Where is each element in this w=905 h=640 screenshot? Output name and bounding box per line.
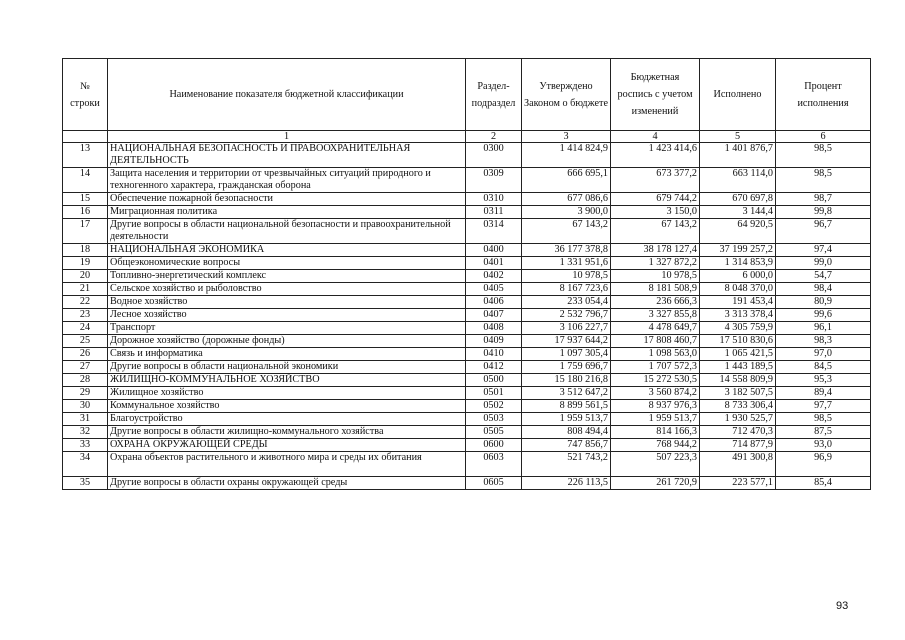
row-number-cell: 32 xyxy=(63,426,108,439)
percent-cell: 84,5 xyxy=(776,361,871,374)
revised-amount-cell: 768 944,2 xyxy=(611,439,700,452)
indicator-name-cell: Связь и информатика xyxy=(108,348,466,361)
header-indicator-name: Наименование показателя бюджетной классификации xyxy=(108,59,466,131)
section-code-cell: 0600 xyxy=(466,439,522,452)
column-number: 6 xyxy=(776,131,871,143)
section-code-cell: 0408 xyxy=(466,322,522,335)
table-row xyxy=(63,322,871,335)
approved-amount-cell: 3 106 227,7 xyxy=(522,322,611,335)
indicator-name-cell: ОХРАНА ОКРУЖАЮЩЕЙ СРЕДЫ xyxy=(108,439,466,452)
approved-amount-cell: 226 113,5 xyxy=(522,477,611,490)
indicator-name-cell: Другие вопросы в области национальной экономики xyxy=(108,361,466,374)
indicator-name-cell: Другие вопросы в области национальной безопасности и правоохранительной деятельности xyxy=(108,219,466,244)
percent-cell: 96,7 xyxy=(776,219,871,244)
budget-execution-table xyxy=(62,58,871,490)
percent-cell: 98,5 xyxy=(776,413,871,426)
header-row xyxy=(63,59,871,131)
table-row xyxy=(63,374,871,387)
section-code-cell: 0309 xyxy=(466,168,522,193)
approved-amount-cell: 3 512 647,2 xyxy=(522,387,611,400)
column-number-row xyxy=(63,131,871,143)
executed-amount-cell: 191 453,4 xyxy=(700,296,776,309)
table-row xyxy=(63,309,871,322)
percent-cell: 98,4 xyxy=(776,283,871,296)
row-number-cell: 25 xyxy=(63,335,108,348)
percent-cell: 99,0 xyxy=(776,257,871,270)
section-code-cell: 0314 xyxy=(466,219,522,244)
approved-amount-cell: 1 414 824,9 xyxy=(522,143,611,168)
executed-amount-cell: 670 697,8 xyxy=(700,193,776,206)
section-code-cell: 0505 xyxy=(466,426,522,439)
column-number: 4 xyxy=(611,131,700,143)
indicator-name-cell: Благоустройство xyxy=(108,413,466,426)
section-code-cell: 0410 xyxy=(466,348,522,361)
percent-cell: 89,4 xyxy=(776,387,871,400)
approved-amount-cell: 677 086,6 xyxy=(522,193,611,206)
revised-amount-cell: 1 423 414,6 xyxy=(611,143,700,168)
executed-amount-cell: 14 558 809,9 xyxy=(700,374,776,387)
percent-cell: 54,7 xyxy=(776,270,871,283)
approved-amount-cell: 1 759 696,7 xyxy=(522,361,611,374)
column-number: 2 xyxy=(466,131,522,143)
table-row xyxy=(63,361,871,374)
indicator-name-cell: Водное хозяйство xyxy=(108,296,466,309)
revised-amount-cell: 15 272 530,5 xyxy=(611,374,700,387)
approved-amount-cell: 8 899 561,5 xyxy=(522,400,611,413)
section-code-cell: 0401 xyxy=(466,257,522,270)
table-row xyxy=(63,439,871,452)
revised-amount-cell: 17 808 460,7 xyxy=(611,335,700,348)
revised-amount-cell: 8 181 508,9 xyxy=(611,283,700,296)
section-code-cell: 0406 xyxy=(466,296,522,309)
revised-amount-cell: 1 959 513,7 xyxy=(611,413,700,426)
indicator-name-cell: НАЦИОНАЛЬНАЯ ЭКОНОМИКА xyxy=(108,244,466,257)
approved-amount-cell: 36 177 378,8 xyxy=(522,244,611,257)
row-number-cell: 24 xyxy=(63,322,108,335)
indicator-name-cell: Коммунальное хозяйство xyxy=(108,400,466,413)
indicator-name-cell: Миграционная политика xyxy=(108,206,466,219)
percent-cell: 99,6 xyxy=(776,309,871,322)
row-number-cell: 21 xyxy=(63,283,108,296)
approved-amount-cell: 8 167 723,6 xyxy=(522,283,611,296)
row-number-cell: 19 xyxy=(63,257,108,270)
section-code-cell: 0402 xyxy=(466,270,522,283)
table-row xyxy=(63,348,871,361)
row-number-cell: 27 xyxy=(63,361,108,374)
revised-amount-cell: 8 937 976,3 xyxy=(611,400,700,413)
header-row-number: № строки xyxy=(63,59,108,131)
indicator-name-cell: Обеспечение пожарной безопасности xyxy=(108,193,466,206)
row-number-cell: 17 xyxy=(63,219,108,244)
indicator-name-cell: Другие вопросы в области жилищно-коммунального хозяйства xyxy=(108,426,466,439)
percent-cell: 97,7 xyxy=(776,400,871,413)
row-number-cell: 30 xyxy=(63,400,108,413)
row-number-cell: 14 xyxy=(63,168,108,193)
section-code-cell: 0405 xyxy=(466,283,522,296)
approved-amount-cell: 3 900,0 xyxy=(522,206,611,219)
column-number: 1 xyxy=(108,131,466,143)
indicator-name-cell: Жилищное хозяйство xyxy=(108,387,466,400)
indicator-name-cell: Общеэкономические вопросы xyxy=(108,257,466,270)
table-row xyxy=(63,244,871,257)
revised-amount-cell: 261 720,9 xyxy=(611,477,700,490)
executed-amount-cell: 663 114,0 xyxy=(700,168,776,193)
row-number-cell: 16 xyxy=(63,206,108,219)
indicator-name-cell: Лесное хозяйство xyxy=(108,309,466,322)
row-number-cell: 23 xyxy=(63,309,108,322)
revised-amount-cell: 67 143,2 xyxy=(611,219,700,244)
executed-amount-cell: 1 401 876,7 xyxy=(700,143,776,168)
row-number-cell: 29 xyxy=(63,387,108,400)
percent-cell: 85,4 xyxy=(776,477,871,490)
table-row xyxy=(63,413,871,426)
percent-cell: 96,9 xyxy=(776,452,871,477)
approved-amount-cell: 17 937 644,2 xyxy=(522,335,611,348)
row-number-cell: 22 xyxy=(63,296,108,309)
executed-amount-cell: 1 065 421,5 xyxy=(700,348,776,361)
table-row xyxy=(63,283,871,296)
executed-amount-cell: 712 470,3 xyxy=(700,426,776,439)
percent-cell: 98,5 xyxy=(776,168,871,193)
table-row xyxy=(63,296,871,309)
header-executed: Исполнено xyxy=(700,59,776,131)
approved-amount-cell: 1 959 513,7 xyxy=(522,413,611,426)
approved-amount-cell: 666 695,1 xyxy=(522,168,611,193)
executed-amount-cell: 6 000,0 xyxy=(700,270,776,283)
revised-amount-cell: 3 327 855,8 xyxy=(611,309,700,322)
table-row xyxy=(63,270,871,283)
row-number-cell: 31 xyxy=(63,413,108,426)
row-number-cell: 28 xyxy=(63,374,108,387)
executed-amount-cell: 1 314 853,9 xyxy=(700,257,776,270)
table-row xyxy=(63,400,871,413)
approved-amount-cell: 808 494,4 xyxy=(522,426,611,439)
page-number: 93 xyxy=(836,600,849,612)
percent-cell: 99,8 xyxy=(776,206,871,219)
percent-cell: 95,3 xyxy=(776,374,871,387)
table-row xyxy=(63,143,871,168)
indicator-name-cell: Защита населения и территории от чрезвычайных ситуаций природного и техногенного характера, гражданская оборона xyxy=(108,168,466,193)
revised-amount-cell: 3 560 874,2 xyxy=(611,387,700,400)
executed-amount-cell: 17 510 830,6 xyxy=(700,335,776,348)
column-number: 3 xyxy=(522,131,611,143)
section-code-cell: 0603 xyxy=(466,452,522,477)
approved-amount-cell: 233 054,4 xyxy=(522,296,611,309)
column-number xyxy=(63,131,108,143)
percent-cell: 87,5 xyxy=(776,426,871,439)
approved-amount-cell: 1 331 951,6 xyxy=(522,257,611,270)
table-row xyxy=(63,257,871,270)
executed-amount-cell: 8 733 306,4 xyxy=(700,400,776,413)
percent-cell: 80,9 xyxy=(776,296,871,309)
indicator-name-cell: Сельское хозяйство и рыболовство xyxy=(108,283,466,296)
approved-amount-cell: 1 097 305,4 xyxy=(522,348,611,361)
revised-amount-cell: 673 377,2 xyxy=(611,168,700,193)
indicator-name-cell: НАЦИОНАЛЬНАЯ БЕЗОПАСНОСТЬ И ПРАВООХРАНИТЕЛЬНАЯ ДЕЯТЕЛЬНОСТЬ xyxy=(108,143,466,168)
section-code-cell: 0412 xyxy=(466,361,522,374)
section-code-cell: 0407 xyxy=(466,309,522,322)
revised-amount-cell: 3 150,0 xyxy=(611,206,700,219)
header-section: Раздел-подраздел xyxy=(466,59,522,131)
section-code-cell: 0310 xyxy=(466,193,522,206)
executed-amount-cell: 1 930 525,7 xyxy=(700,413,776,426)
executed-amount-cell: 3 313 378,4 xyxy=(700,309,776,322)
executed-amount-cell: 1 443 189,5 xyxy=(700,361,776,374)
approved-amount-cell: 2 532 796,7 xyxy=(522,309,611,322)
indicator-name-cell: Другие вопросы в области охраны окружающей среды xyxy=(108,477,466,490)
table-row xyxy=(63,335,871,348)
percent-cell: 93,0 xyxy=(776,439,871,452)
approved-amount-cell: 67 143,2 xyxy=(522,219,611,244)
revised-amount-cell: 814 166,3 xyxy=(611,426,700,439)
indicator-name-cell: ЖИЛИЩНО-КОММУНАЛЬНОЕ ХОЗЯЙСТВО xyxy=(108,374,466,387)
revised-amount-cell: 1 327 872,2 xyxy=(611,257,700,270)
executed-amount-cell: 491 300,8 xyxy=(700,452,776,477)
percent-cell: 98,5 xyxy=(776,143,871,168)
executed-amount-cell: 37 199 257,2 xyxy=(700,244,776,257)
indicator-name-cell: Дорожное хозяйство (дорожные фонды) xyxy=(108,335,466,348)
approved-amount-cell: 747 856,7 xyxy=(522,439,611,452)
header-percent: Процент исполнения xyxy=(776,59,871,131)
section-code-cell: 0400 xyxy=(466,244,522,257)
column-number: 5 xyxy=(700,131,776,143)
approved-amount-cell: 10 978,5 xyxy=(522,270,611,283)
executed-amount-cell: 8 048 370,0 xyxy=(700,283,776,296)
approved-amount-cell: 15 180 216,8 xyxy=(522,374,611,387)
section-code-cell: 0503 xyxy=(466,413,522,426)
table-row xyxy=(63,426,871,439)
section-code-cell: 0501 xyxy=(466,387,522,400)
executed-amount-cell: 3 144,4 xyxy=(700,206,776,219)
row-number-cell: 15 xyxy=(63,193,108,206)
percent-cell: 98,3 xyxy=(776,335,871,348)
table-row xyxy=(63,206,871,219)
section-code-cell: 0605 xyxy=(466,477,522,490)
row-number-cell: 18 xyxy=(63,244,108,257)
executed-amount-cell: 64 920,5 xyxy=(700,219,776,244)
header-approved: Утверждено Законом о бюджете xyxy=(522,59,611,131)
revised-amount-cell: 4 478 649,7 xyxy=(611,322,700,335)
percent-cell: 98,7 xyxy=(776,193,871,206)
header-revised: Бюджетная роспись с учетом изменений xyxy=(611,59,700,131)
table-row xyxy=(63,168,871,193)
percent-cell: 97,4 xyxy=(776,244,871,257)
section-code-cell: 0502 xyxy=(466,400,522,413)
section-code-cell: 0500 xyxy=(466,374,522,387)
table-row xyxy=(63,193,871,206)
percent-cell: 97,0 xyxy=(776,348,871,361)
percent-cell: 96,1 xyxy=(776,322,871,335)
approved-amount-cell: 521 743,2 xyxy=(522,452,611,477)
table-row xyxy=(63,452,871,477)
revised-amount-cell: 1 707 572,3 xyxy=(611,361,700,374)
row-number-cell: 34 xyxy=(63,452,108,477)
row-number-cell: 33 xyxy=(63,439,108,452)
executed-amount-cell: 223 577,1 xyxy=(700,477,776,490)
executed-amount-cell: 714 877,9 xyxy=(700,439,776,452)
row-number-cell: 13 xyxy=(63,143,108,168)
indicator-name-cell: Охрана объектов растительного и животного мира и среды их обитания xyxy=(108,452,466,477)
section-code-cell: 0300 xyxy=(466,143,522,168)
executed-amount-cell: 4 305 759,9 xyxy=(700,322,776,335)
row-number-cell: 20 xyxy=(63,270,108,283)
revised-amount-cell: 679 744,2 xyxy=(611,193,700,206)
executed-amount-cell: 3 182 507,5 xyxy=(700,387,776,400)
revised-amount-cell: 10 978,5 xyxy=(611,270,700,283)
section-code-cell: 0311 xyxy=(466,206,522,219)
revised-amount-cell: 507 223,3 xyxy=(611,452,700,477)
revised-amount-cell: 38 178 127,4 xyxy=(611,244,700,257)
indicator-name-cell: Транспорт xyxy=(108,322,466,335)
row-number-cell: 35 xyxy=(63,477,108,490)
revised-amount-cell: 236 666,3 xyxy=(611,296,700,309)
table-row xyxy=(63,219,871,244)
indicator-name-cell: Топливно-энергетический комплекс xyxy=(108,270,466,283)
table-row xyxy=(63,387,871,400)
row-number-cell: 26 xyxy=(63,348,108,361)
revised-amount-cell: 1 098 563,0 xyxy=(611,348,700,361)
table-row xyxy=(63,477,871,490)
section-code-cell: 0409 xyxy=(466,335,522,348)
